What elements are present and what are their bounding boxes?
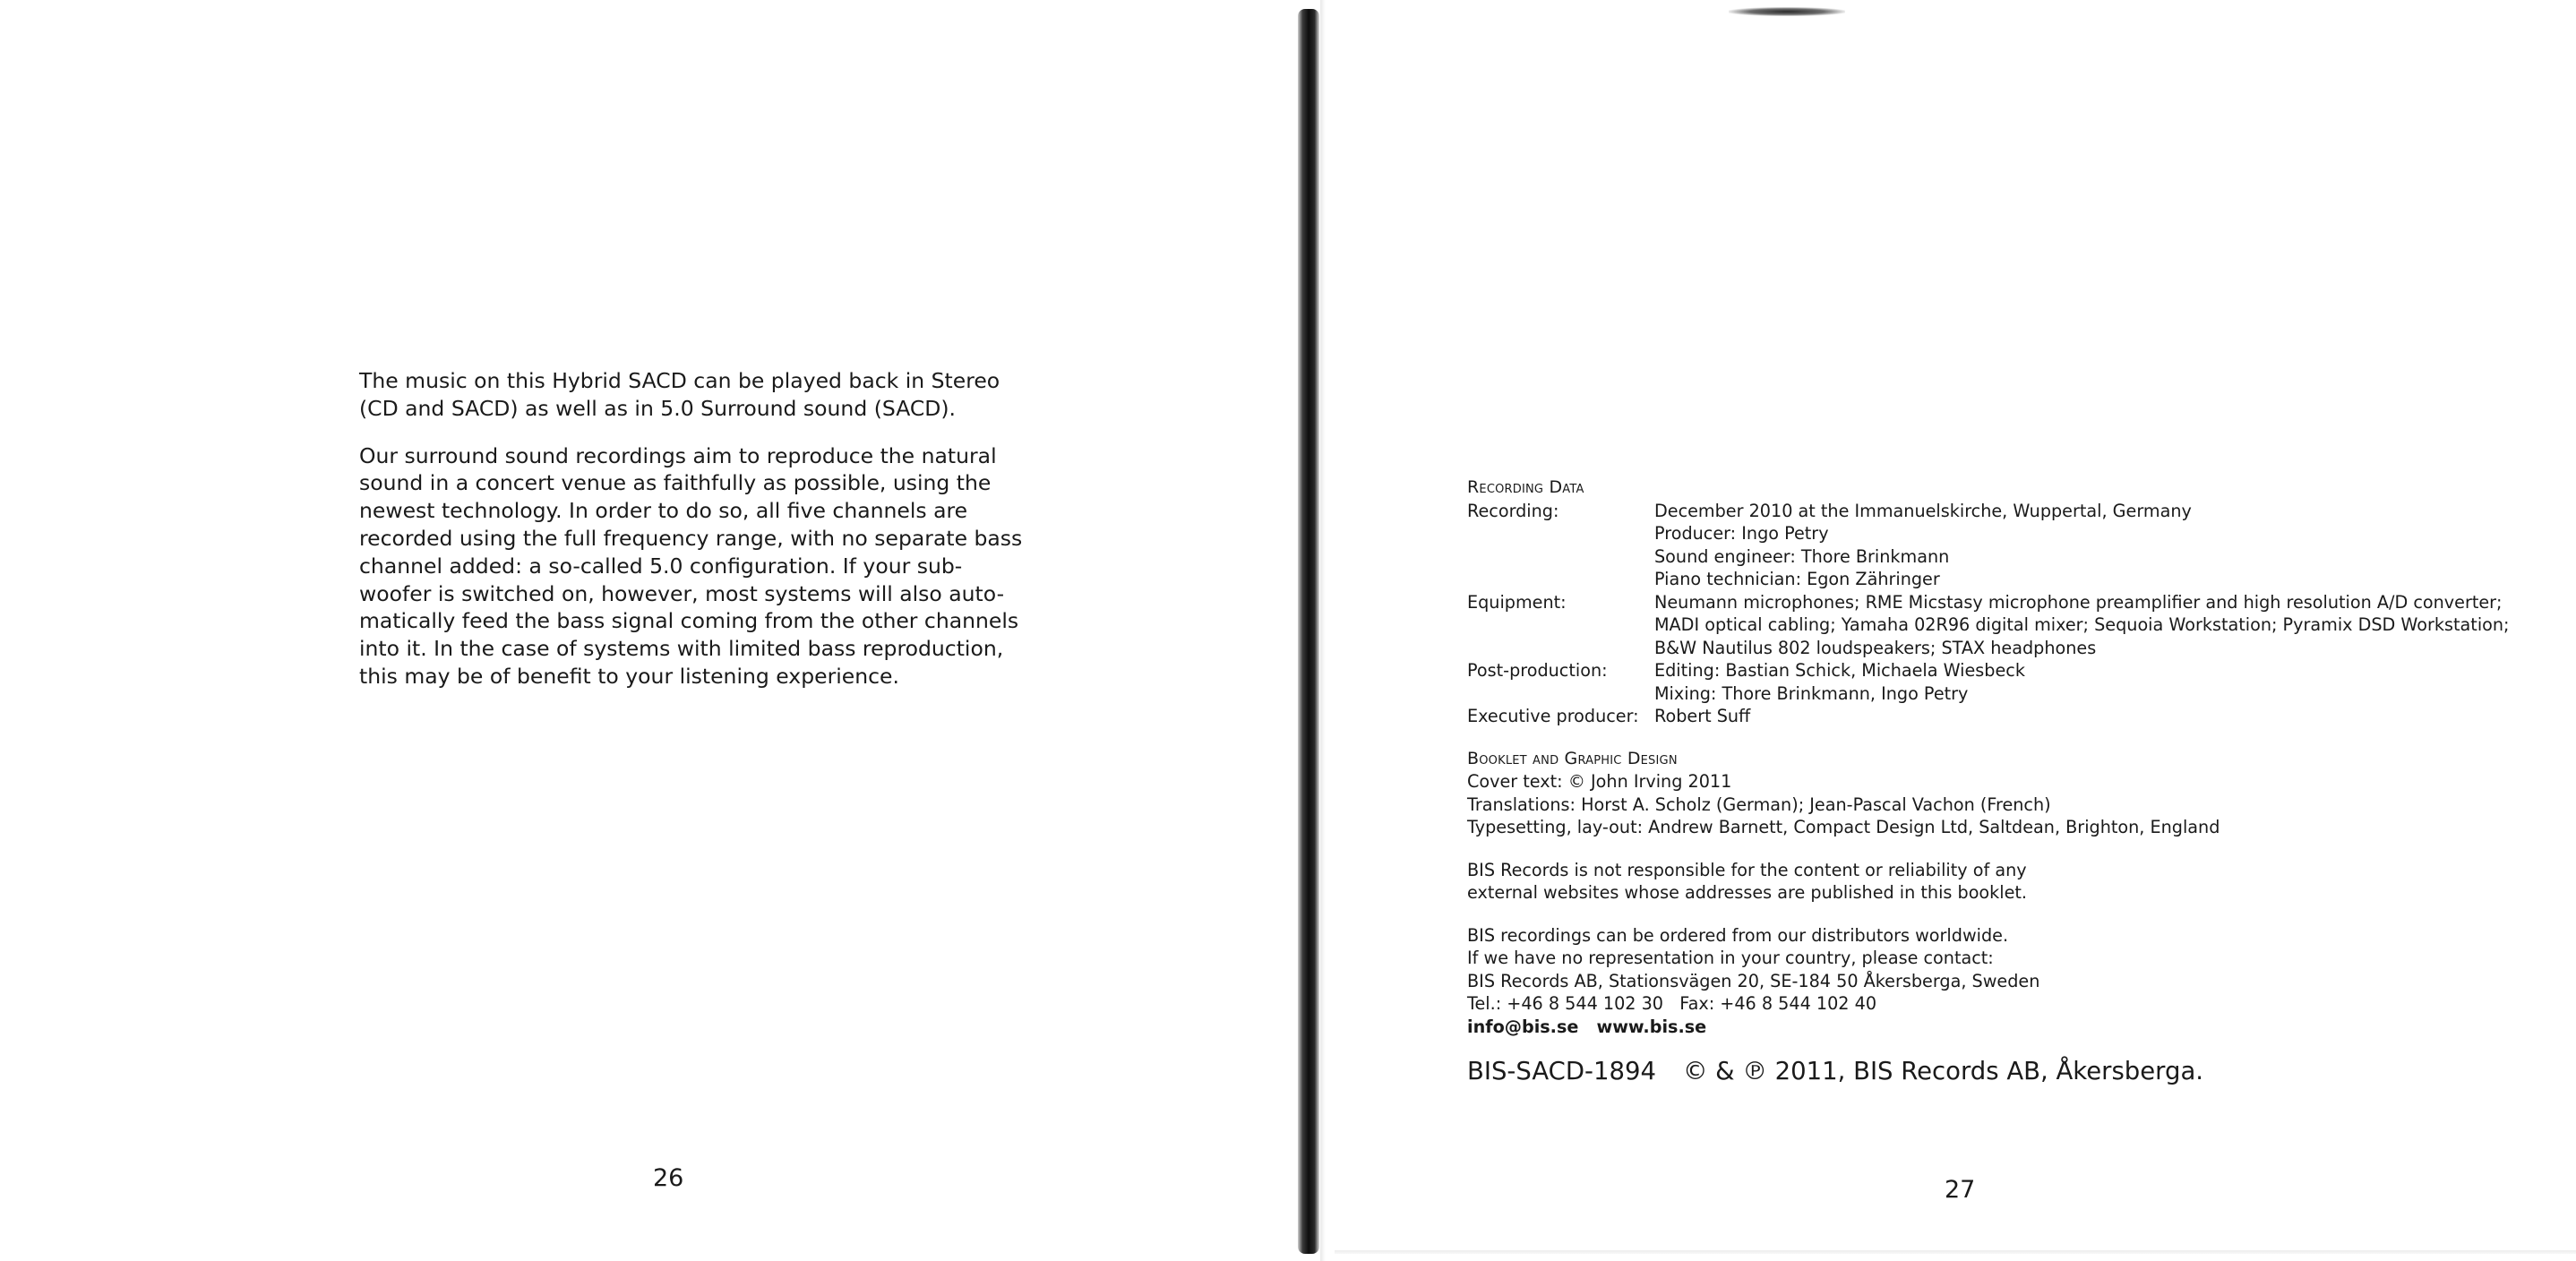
recording-row <box>1467 500 2569 591</box>
text-line: Our surround sound recordings aim to reproduce the natural <box>359 442 997 468</box>
catalog-number: BIS-SACD-1894 <box>1467 1057 1656 1085</box>
book-spine <box>1298 9 1319 1254</box>
page-number-left: 26 <box>653 1164 684 1192</box>
booklet-design-block <box>1467 748 2569 839</box>
row-values <box>1654 659 2569 705</box>
row-values <box>1654 500 2569 591</box>
ordering-block <box>1467 924 2569 1039</box>
spine-shadow <box>1320 0 1326 1261</box>
ordering-line: If we have no representation in your country, please contact: <box>1467 948 1994 968</box>
disclaimer-line: external websites whose addresses are published in this booklet. <box>1467 882 2028 903</box>
email-link[interactable]: info@bis.se <box>1467 1016 1579 1037</box>
page-bottom-edge <box>1335 1250 2576 1254</box>
text-line: The music on this Hybrid SACD can be played back in Stereo <box>359 368 1000 393</box>
page-number-right: 27 <box>1945 1176 1976 1204</box>
row-values <box>1654 705 2569 728</box>
text-line: recorded using the full frequency range, with no separate bass <box>359 525 1023 551</box>
text-line: sound in a concert venue as faithfully as possible, using the <box>359 470 992 496</box>
credits-section <box>1467 476 2569 1086</box>
row-value: Editing: Bastian Schick, Michaela Wiesbeck <box>1654 660 2025 681</box>
text-line: newest technology. In order to do so, all five channels are <box>359 498 968 524</box>
row-label: Post-production: <box>1467 660 1608 681</box>
disclaimer-block <box>1467 859 2569 905</box>
row-value: December 2010 at the Immanuelskirche, Wuppertal, Germany <box>1654 500 2192 521</box>
credit-line: Translations: Horst A. Scholz (German); Jean-Pascal Vachon (French) <box>1467 793 2051 815</box>
row-label: Executive producer: <box>1467 706 1639 726</box>
booklet-design-heading: Booklet and Graphic Design <box>1467 748 1678 768</box>
row-label: Recording: <box>1467 500 1559 521</box>
paragraph-surround-recordings <box>359 442 1023 691</box>
credit-line: Cover text: © John Irving 2011 <box>1467 771 1732 792</box>
text-line: (CD and SACD) as well as in 5.0 Surround sound (SACD). <box>359 395 957 421</box>
text-line: this may be of benefit to your listening experience. <box>359 663 899 689</box>
row-value: Robert Suff <box>1654 706 1751 726</box>
executive-producer-row <box>1467 705 2569 728</box>
ordering-line: BIS recordings can be ordered from our distributors worldwide. <box>1467 924 2009 946</box>
row-value: Mixing: Thore Brinkmann, Ingo Petry <box>1654 682 1969 704</box>
ordering-line: Tel.: +46 8 544 102 30 Fax: +46 8 544 102 40 <box>1467 993 1877 1014</box>
paragraph-hybrid-sacd <box>359 367 1000 423</box>
contact-links <box>1467 1016 2569 1039</box>
catalog-line <box>1467 1056 2569 1086</box>
surround-sound-notice <box>359 367 1023 710</box>
row-value: B&W Nautilus 802 loudspeakers; STAX headphones <box>1654 637 2097 658</box>
copyright-notice: © & ℗ 2011, BIS Records AB, Åkersberga. <box>1682 1057 2204 1085</box>
row-values <box>1654 591 2569 660</box>
row-value: Neumann microphones; RME Micstasy microphone preamplifier and high resolution A/D converter; <box>1654 591 2503 613</box>
equipment-row <box>1467 591 2569 660</box>
row-value: Sound engineer: Thore Brinkmann <box>1654 545 1950 567</box>
row-value: MADI optical cabling; Yamaha 02R96 digital mixer; Sequoia Workstation; Pyramix DSD Workstation; <box>1654 614 2510 635</box>
row-value: Piano technician: Egon Zähringer <box>1654 569 1940 589</box>
website-link[interactable]: www.bis.se <box>1596 1016 1707 1037</box>
disclaimer-line: BIS Records is not responsible for the content or reliability of any <box>1467 859 2027 880</box>
credit-line: Typesetting, lay-out: Andrew Barnett, Compact Design Ltd, Saltdean, Brighton, England <box>1467 817 2220 837</box>
text-line: channel added: a so-called 5.0 configuration. If your sub- <box>359 553 963 579</box>
scan-smudge <box>1729 7 1845 16</box>
ordering-line: BIS Records AB, Stationsvägen 20, SE-184 50 Åkersberga, Sweden <box>1467 970 2040 991</box>
post-production-row <box>1467 659 2569 705</box>
text-line: into it. In the case of systems with limited bass reproduction, <box>359 636 1004 662</box>
row-label: Equipment: <box>1467 591 1567 613</box>
text-line: matically feed the bass signal coming from the other channels <box>359 608 1019 634</box>
row-value: Producer: Ingo Petry <box>1654 523 1829 544</box>
recording-data-heading: Recording Data <box>1467 477 1584 497</box>
text-line: woofer is switched on, however, most systems will also auto- <box>359 580 1005 606</box>
